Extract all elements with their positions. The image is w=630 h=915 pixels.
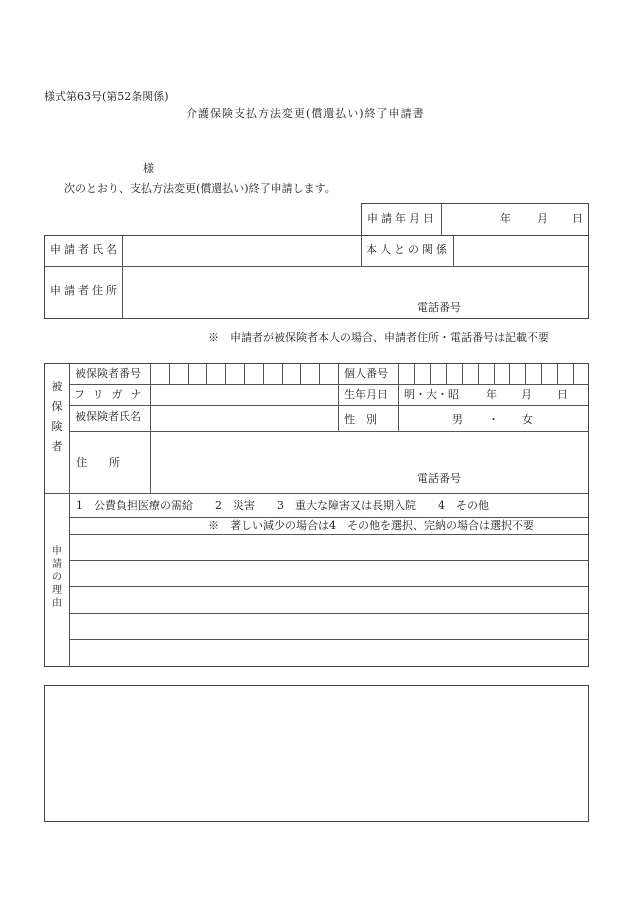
insured-phone-label: 電話番号	[417, 472, 461, 485]
insured-name-label: 被保険者氏名	[75, 410, 141, 423]
date-day-label: 日	[572, 212, 583, 225]
sex-separator: ・	[488, 413, 499, 426]
applicant-name-label: 申請者氏名	[50, 243, 120, 256]
birth-era: 明・大・昭	[404, 388, 459, 401]
insured-number-grid-divider	[244, 363, 245, 384]
insured-address-field[interactable]	[154, 436, 584, 464]
insured-number-grid-divider	[188, 363, 189, 384]
date-label: 申請年月日	[367, 212, 437, 225]
applicant-phone-label: 電話番号	[417, 301, 461, 314]
personal-number-grid-divider	[414, 363, 415, 384]
personal-number-grid-divider	[557, 363, 558, 384]
form-title: 介護保険支払方法変更(償還払い)終了申請書	[186, 107, 425, 120]
insured-phone-field[interactable]	[470, 469, 584, 489]
reason-note: ※ 著しい減少の場合は4 その他を選択、完納の場合は選択不要	[208, 519, 534, 532]
insured-address-label: 住 所	[76, 456, 120, 469]
addressee-honorific: 様	[143, 162, 154, 175]
reason-line-4[interactable]	[73, 617, 585, 637]
insured-number-grid-divider	[319, 363, 320, 384]
applicant-address-field[interactable]	[126, 272, 584, 292]
date-year-label: 年	[500, 212, 511, 225]
sex-label: 性 別	[344, 413, 377, 426]
insured-number-grid-divider	[169, 363, 170, 384]
reason-side-label: 申 請 の 理 由	[52, 546, 62, 609]
sex-male: 男	[452, 413, 463, 426]
furigana-field[interactable]	[154, 387, 334, 403]
reason-line-5[interactable]	[73, 643, 585, 663]
insured-number-grid-divider	[282, 363, 283, 384]
insured-number-grid-divider	[225, 363, 226, 384]
insured-number-label: 被保険者番号	[75, 367, 141, 380]
applicant-name-field[interactable]	[126, 240, 356, 262]
date-month-label: 月	[537, 212, 548, 225]
personal-number-grid-divider	[509, 363, 510, 384]
insured-side-label: 被 保 険 者	[51, 380, 63, 453]
insured-number-grid-divider	[206, 363, 207, 384]
intro-text: 次のとおり、支払方法変更(償還払い)終了申請します。	[64, 182, 336, 195]
personal-number-label: 個人番号	[344, 367, 388, 380]
reason-options: 1 公費負担医療の需給 2 災害 3 重大な障害又は長期入院 4 その他	[76, 499, 489, 512]
insured-number-grid-divider	[300, 363, 301, 384]
reason-line-3[interactable]	[73, 590, 585, 610]
personal-number-grid-divider	[462, 363, 463, 384]
furigana-label: フリガナ	[74, 388, 150, 401]
applicant-note: ※ 申請者が被保険者本人の場合、申請者住所・電話番号は記載不要	[208, 331, 549, 344]
birth-month-label: 月	[521, 388, 532, 401]
personal-number-grid-divider	[494, 363, 495, 384]
personal-number-grid-divider	[541, 363, 542, 384]
applicant-address-label: 申請者住所	[50, 284, 120, 297]
reason-line-1[interactable]	[73, 538, 585, 558]
insured-name-field[interactable]	[154, 408, 334, 428]
relation-label: 本人との関係	[366, 243, 450, 256]
applicant-phone-field[interactable]	[470, 298, 584, 316]
form-number: 様式第63号(第52条関係)	[44, 90, 169, 103]
birth-year-label: 年	[486, 388, 497, 401]
personal-number-grid-divider	[573, 363, 574, 384]
remarks-box	[44, 685, 589, 822]
personal-number-grid-divider	[446, 363, 447, 384]
insured-number-grid-divider	[263, 363, 264, 384]
personal-number-grid-divider	[430, 363, 431, 384]
personal-number-grid-divider	[478, 363, 479, 384]
birth-label: 生年月日	[344, 388, 388, 401]
personal-number-grid-divider	[525, 363, 526, 384]
reason-line-2[interactable]	[73, 564, 585, 584]
birth-day-label: 日	[557, 388, 568, 401]
relation-field[interactable]	[457, 240, 585, 262]
sex-female: 女	[522, 413, 533, 426]
